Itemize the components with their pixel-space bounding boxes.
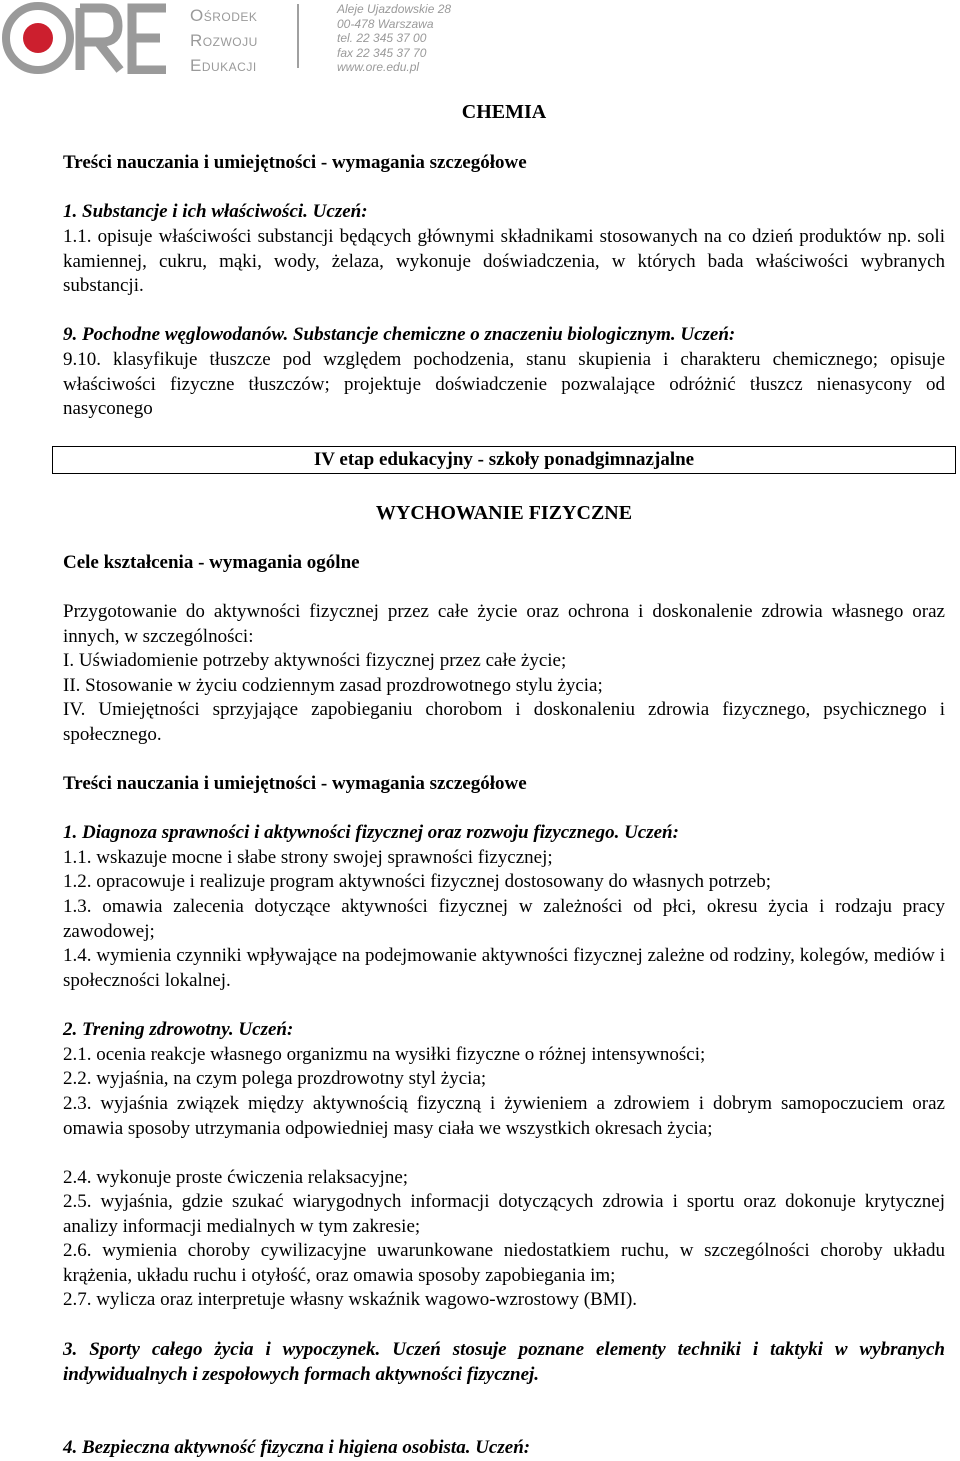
wf-item-2-3: 2.3. wyjaśnia związek między aktywnością fizyczną i żywieniem a zdrowiem i dobrym samopoczuciem oraz omawia sposoby utrzymania odpowiedniej masy ciała we wszystkich okresach życia; (63, 1093, 945, 1139)
wf-tresci-heading: Treści nauczania i umiejętności - wymagania szczegółowe (63, 773, 527, 794)
logo-divider (297, 4, 299, 68)
wf-item-1-4: 1.4. wymienia czynniki wpływające na podejmowanie aktywności fizycznej zależne od rodziny, kolegów, mediów i społeczności lokalnej. (63, 945, 945, 991)
wf-section-2-heading: 2. Trening zdrowotny. Uczeń: (63, 1019, 294, 1040)
wf-item-2-1: 2.1. ocenia reakcje własnego organizmu na wysiłki fizyczne o różnej intensywności; (63, 1044, 706, 1065)
wf-title: WYCHOWANIE FIZYCZNE (375, 502, 633, 524)
chemia-section-9-heading: 9. Pochodne węglowodanów. Substancje chemiczne o znaczeniu biologicznym. Uczeń: (63, 324, 736, 345)
etap-banner: IV etap edukacyjny - szkoły ponadgimnazjalne (52, 446, 956, 474)
wf-cele-item: IV. Umiejętności sprzyjające zapobieganiu chorobom i doskonaleniu zdrowia fizycznego, psychicznego i społecznego. (63, 699, 945, 745)
wf-item-2-4: 2.4. wykonuje proste ćwiczenia relaksacyjne; (63, 1167, 409, 1188)
chemia-item-9-10: 9.10. klasyfikuje tłuszcze pod względem pochodzenia, stanu skupienia i charakteru chemicznego; opisuje właściwości fizyczne tłuszczów; projektuje doświadczenie pozwalające odróżnić tłuszcz nienasycony od nasyconego (63, 349, 945, 420)
chemia-item-1-1: 1.1. opisuje właściwości substancji będących głównymi składnikami stosowanych na co dzień produktów np. soli kamiennej, cukru, mąki, wody, żelaza, wykonuje doświadczenia, w których bada właściwości wybranych substancji. (63, 226, 945, 297)
wf-item-2-7: 2.7. wylicza oraz interpretuje własny wskaźnik wagowo-wzrostowy (BMI). (63, 1289, 638, 1310)
ore-header (0, 0, 460, 80)
logo-organization-name: Ośrodek Rozwoju Edukacji (190, 6, 258, 75)
wf-cele-item: I. Uświadomienie potrzeby aktywności fizycznej przez całe życie; (63, 650, 567, 671)
chemia-section-1-heading: 1. Substancje i ich właściwości. Uczeń: (63, 201, 368, 222)
wf-section-4-heading: 4. Bezpieczna aktywność fizyczna i higiena osobista. Uczeń: (63, 1437, 531, 1458)
contact-info: Aleje Ujazdowskie 28 00-478 Warszawa tel. 22 345 37 00 fax 22 345 37 70 www.ore.edu.pl (337, 2, 452, 74)
wf-cele-item: II. Stosowanie w życiu codziennym zasad prozdrowotnego stylu życia; (63, 675, 603, 696)
chemia-tresci-heading: Treści nauczania i umiejętności - wymagania szczegółowe (63, 152, 527, 173)
wf-item-2-5: 2.5. wyjaśnia, gdzie szukać wiarygodnych informacji dotyczących zdrowia i sportu oraz dokonuje krytycznej analizy informacji medialnych w tym zakresie; (63, 1191, 945, 1237)
chemia-title: CHEMIA (461, 101, 547, 123)
wf-item-1-3: 1.3. omawia zalecenia dotyczące aktywności fizycznej w zależności od płci, okresu życia i rodzaju pracy zawodowej; (63, 896, 945, 942)
wf-cele-heading: Cele kształcenia - wymagania ogólne (63, 552, 360, 573)
wf-item-2-6: 2.6. wymienia choroby cywilizacyjne uwarunkowane niedostatkiem ruchu, w szczególności choroby układu krążenia, układu ruchu i otyłość, oraz omawia sposoby zapobiegania im; (63, 1240, 945, 1286)
wf-cele-intro: Przygotowanie do aktywności fizycznej przez całe życie oraz ochrona i doskonalenie zdrowia własnego oraz innych, w szczególności: (63, 601, 945, 647)
wf-section-3-heading: 3. Sporty całego życia i wypoczynek. Uczeń stosuje poznane elementy techniki i taktyki w wybranych indywidualnych i zespołowych formach aktywności fizycznej. (63, 1339, 945, 1385)
ore-logo-icon (2, 2, 172, 74)
wf-item-1-2: 1.2. opracowuje i realizuje program aktywności fizycznej dostosowany do własnych potrzeb; (63, 871, 772, 892)
wf-item-1-1: 1.1. wskazuje mocne i słabe strony swojej sprawności fizycznej; (63, 847, 553, 868)
wf-section-1-heading: 1. Diagnoza sprawności i aktywności fizycznej oraz rozwoju fizycznego. Uczeń: (63, 822, 679, 843)
wf-item-2-2: 2.2. wyjaśnia, na czym polega prozdrowotny styl życia; (63, 1068, 487, 1089)
